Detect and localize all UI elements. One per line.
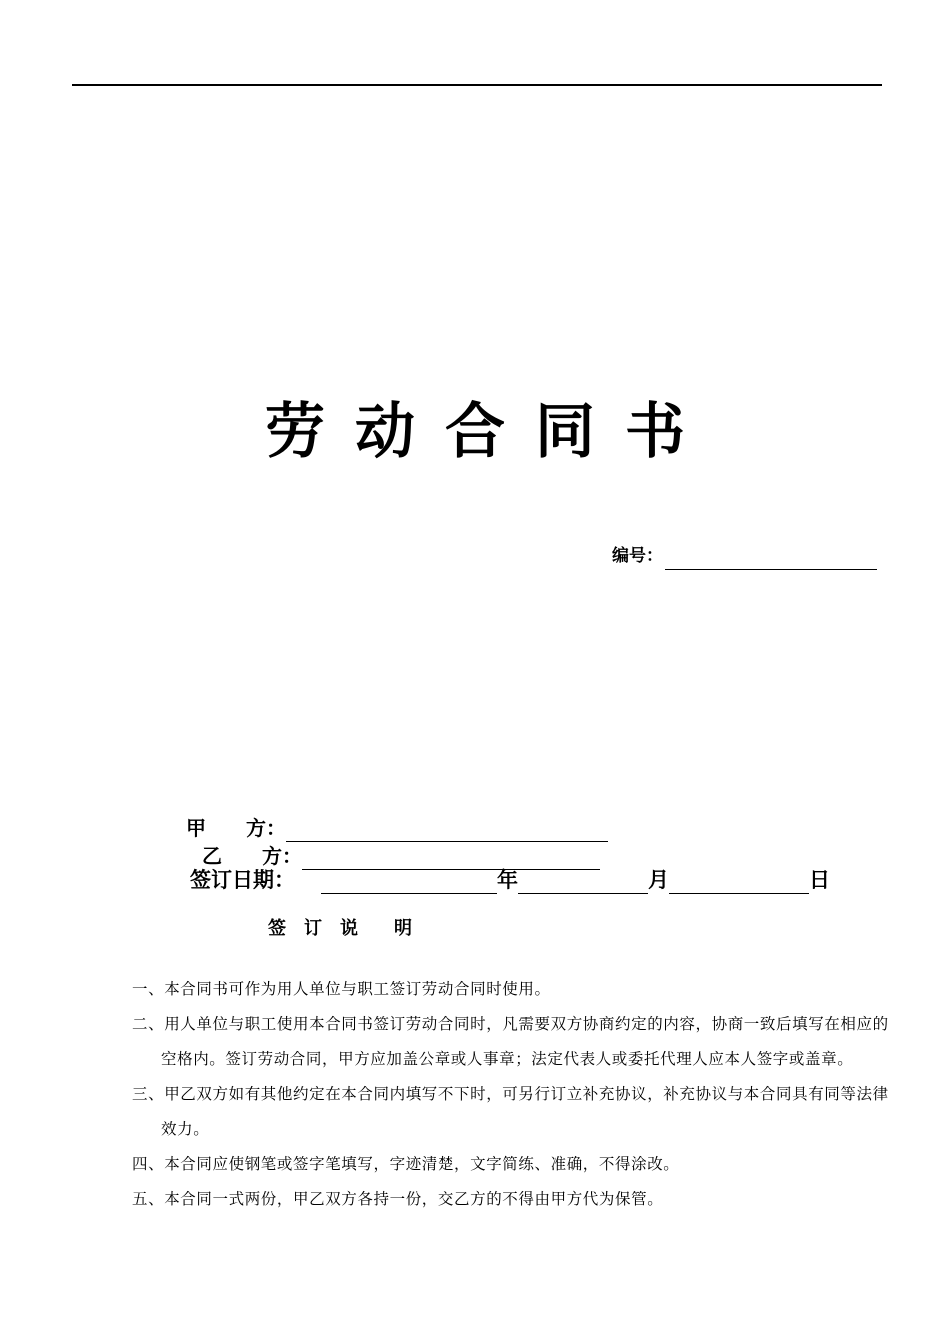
serial-number-label: 编号： [612, 546, 663, 566]
month-label: 月 [648, 868, 669, 892]
party-a-blank[interactable] [286, 817, 608, 842]
sign-month-blank[interactable] [518, 869, 648, 894]
year-label: 年 [497, 868, 518, 892]
signing-notes-list [132, 972, 892, 1217]
sign-date-field [190, 866, 830, 894]
note-item: 五、本合同一式两份，甲乙双方各持一份，交乙方的不得由甲方代为保管。 [132, 1190, 664, 1208]
note-item: 二、用人单位与职工使用本合同书签订劳动合同时，凡需要双方协商约定的内容，协商一致后填写在相应的空格内。签订劳动合同，甲方应加盖公章或人事章；法定代表人或委托代理人应本人签字或盖章。 [132, 1015, 889, 1068]
day-label: 日 [809, 868, 830, 892]
note-item: 四、本合同应使钢笔或签字笔填写，字迹清楚，文字简练、准确，不得涂改。 [132, 1155, 680, 1173]
sign-date-label: 签订日期： [190, 868, 295, 892]
serial-number-blank[interactable] [665, 547, 877, 570]
note-item: 一、本合同书可作为用人单位与职工签订劳动合同时使用。 [132, 980, 551, 998]
party-a-label: 甲 方： [186, 816, 286, 840]
serial-number-field [612, 542, 877, 570]
header-rule [72, 84, 882, 86]
sign-day-blank[interactable] [669, 869, 809, 894]
party-b-label: 乙 方： [202, 844, 302, 868]
document-title: 劳动合同书 [265, 397, 715, 467]
party-a-field [186, 814, 608, 842]
note-item: 三、甲乙双方如有其他约定在本合同内填写不下时，可另行订立补充协议，补充协议与本合同具有同等法律效力。 [132, 1085, 889, 1138]
notes-heading: 签 订 说 明 [268, 918, 412, 939]
sign-year-blank[interactable] [321, 869, 497, 894]
